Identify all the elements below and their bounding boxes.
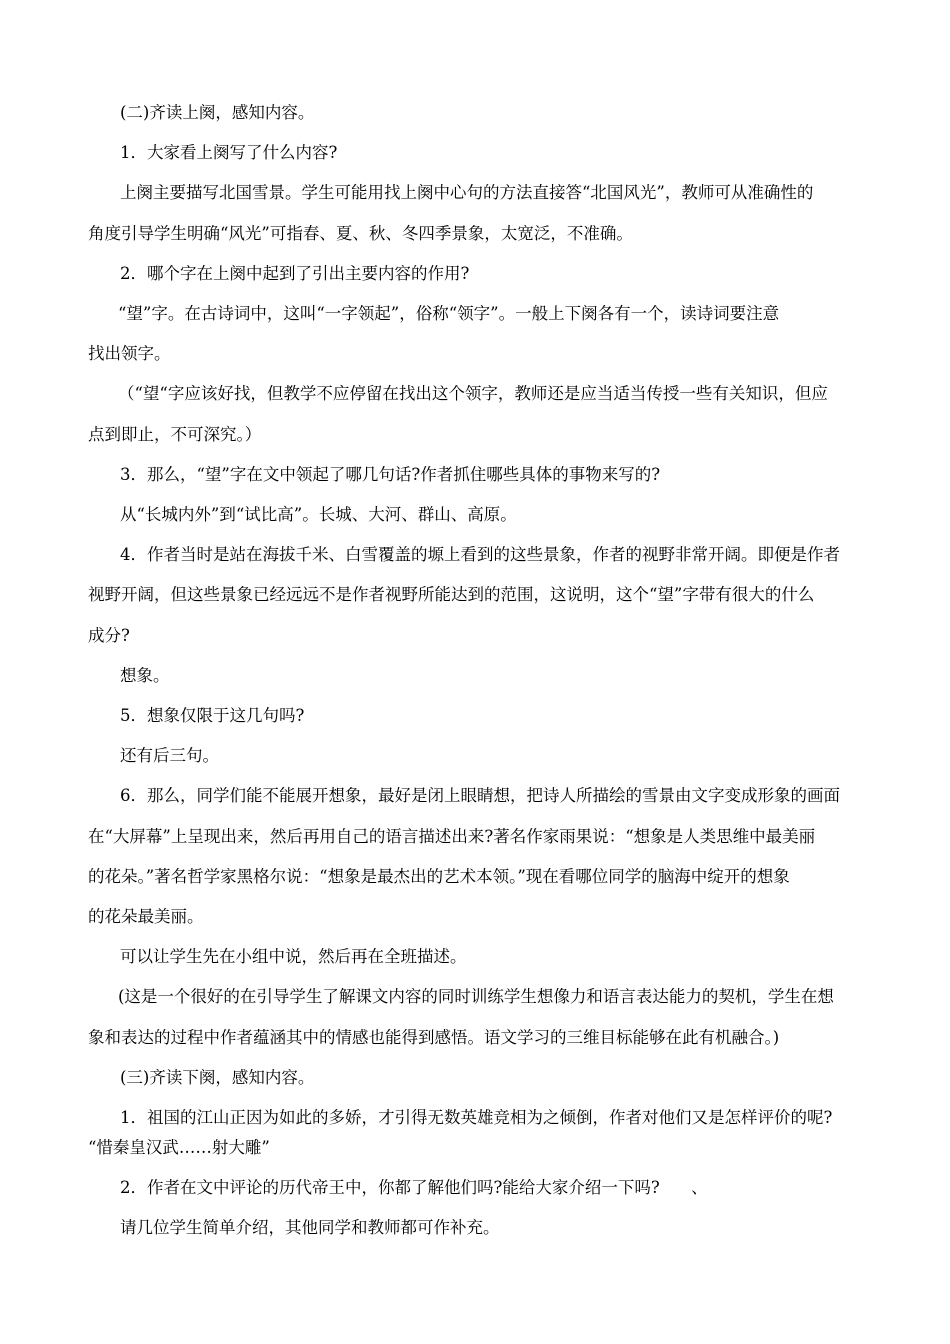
answer-4: 想象。 [120, 666, 170, 685]
question-4-line-3: 成分? [88, 626, 130, 645]
answer-6: 可以让学生先在小组中说，然后再在全班描述。 [120, 947, 467, 966]
question-6-line-3: 的花朵。”著名哲学家黑格尔说：“想象是最杰出的艺术本领。”现在看哪位同学的脑海中绽开的想象 [88, 867, 790, 886]
note-1-line-1: （“望“字应该好找，但教学不应停留在找出这个领字，教师还是应当适当传授一些有关知识，但应 [118, 384, 828, 403]
question-6-line-4: 的花朵最美丽。 [88, 907, 204, 926]
question-3: 3．那么，“望”字在文中领起了哪几句话?作者抓住哪些具体的事物来写的? [120, 465, 661, 484]
answer-5: 还有后三句。 [120, 746, 219, 765]
section-heading-upper-stanza: (二)齐读上阕，感知内容。 [120, 103, 315, 122]
lower-question-2: 2．作者在文中评论的历代帝王中，你都了解他们吗?能给大家介绍一下吗? 、 [120, 1178, 708, 1197]
question-5: 5．想象仅限于这几句吗? [120, 706, 305, 725]
question-6-line-1: 6．那么，同学们能不能展开想象，最好是闭上眼睛想，把诗人所描绘的雪景由文字变成形象的画面 [120, 786, 840, 805]
lower-question-1: 1．祖国的江山正因为如此的多娇，才引得无数英雄竞相为之倾倒，作者对他们又是怎样评价的呢? [120, 1108, 833, 1127]
answer-1-line-2: 角度引导学生明确“风光”可指春、夏、秋、冬四季景象，太宽泛，不准确。 [88, 224, 633, 243]
answer-2-line-2: 找出领字。 [88, 344, 171, 363]
answer-1-line-1: 上阕主要描写北国雪景。学生可能用找上阕中心句的方法直接答“北国风光”，教师可从准确性的 [120, 183, 814, 202]
answer-3: 从“长城内外”到“试比高”。长城、大河、群山、高原。 [120, 505, 517, 524]
question-4-line-2: 视野开阔，但这些景象已经远远不是作者视野所能达到的范围，这说明，这个“望”字带有很大的什么 [88, 585, 815, 604]
lower-answer-1: “惜秦皇汉武……射大雕” [88, 1138, 270, 1157]
section-heading-lower-stanza: (三)齐读下阕，感知内容。 [120, 1068, 315, 1087]
lower-answer-2: 请几位学生简单介绍，其他同学和教师都可作补充。 [120, 1218, 500, 1237]
question-2: 2．哪个字在上阕中起到了引出主要内容的作用? [120, 264, 470, 283]
answer-2-line-1: “望”字。在古诗词中，这叫“一字领起”，俗称“领字”。一般上下阕各有一个，读诗词要注意 [118, 304, 780, 323]
note-2-line-2: 象和表达的过程中作者蕴涵其中的情感也能得到感悟。语文学习的三维目标能够在此有机融合。) [88, 1028, 780, 1047]
question-4-line-1: 4．作者当时是站在海拔千米、白雪覆盖的塬上看到的这些景象，作者的视野非常开阔。即便是作者 [120, 545, 840, 564]
note-1-line-2: 点到即止，不可深究。） [88, 425, 262, 444]
question-1: 1．大家看上阕写了什么内容? [120, 143, 338, 162]
question-6-line-2: 在“大屏幕”上呈现出来，然后再用自己的语言描述出来?著名作家雨果说：“想象是人类思维中最美丽 [88, 827, 816, 846]
note-2-line-1: (这是一个很好的在引导学生了解课文内容的同时训练学生想像力和语言表达能力的契机，学生在想 [118, 987, 834, 1006]
